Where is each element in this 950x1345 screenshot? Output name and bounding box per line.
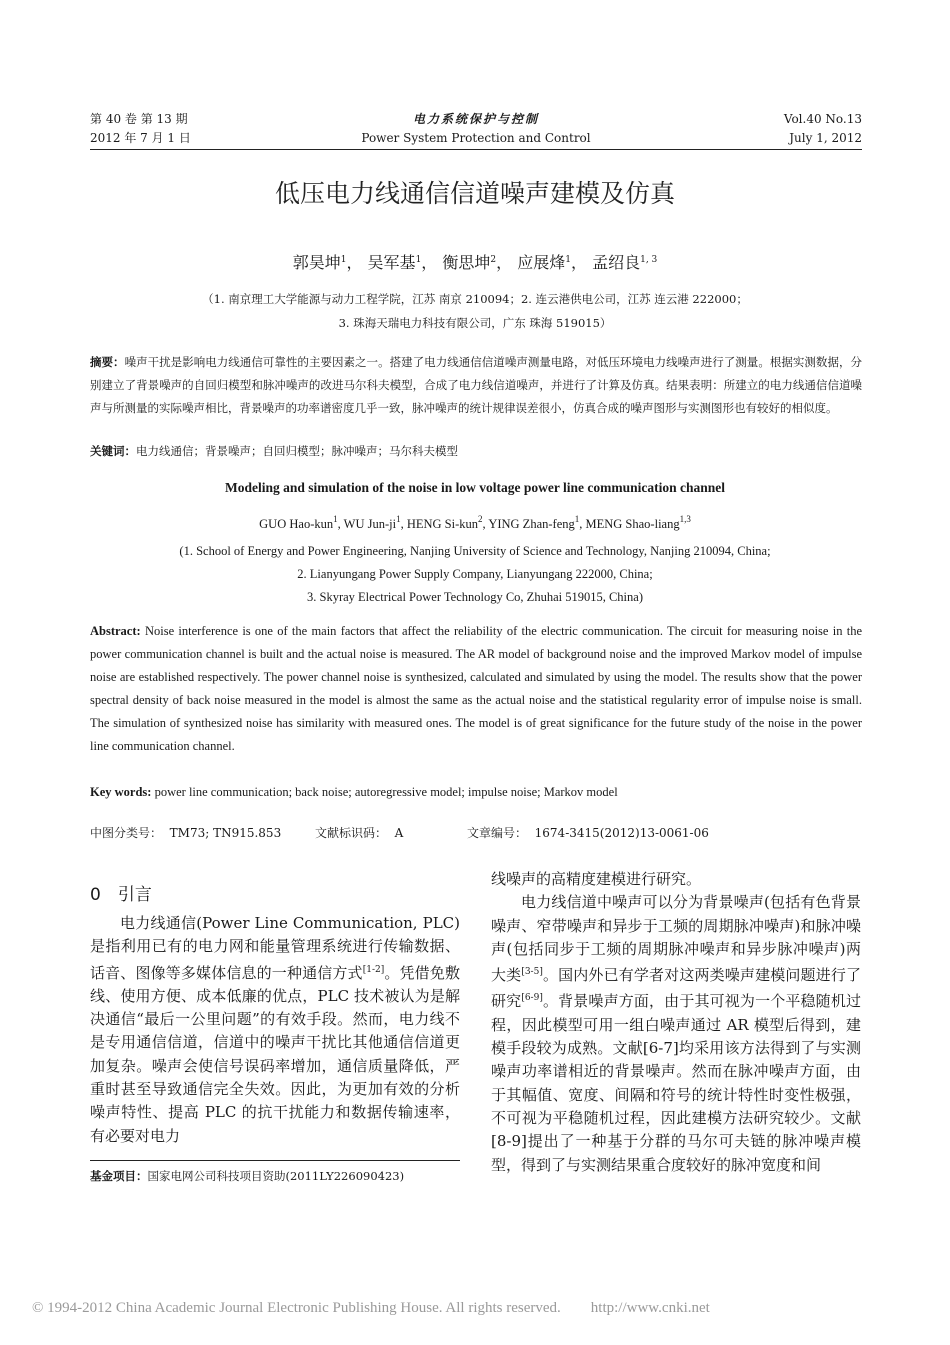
running-header (90, 108, 862, 150)
abstract-cn: 摘要：噪声干扰是影响电力线通信可靠性的主要因素之一。搭建了电力线通信信道噪声测量电路，对低压环境电力线噪声进行了测量。根据实测数据，分别建立了背景噪声的自回归模型和脉冲噪声的改进马尔科夫模型，合成了电力线信道噪声，并进行了计算及仿真。结果表明：所建立的电力线通信信道噪声与所测量的实际噪声相比，背景噪声的功率谱密度几乎一致，脉冲噪声的统计规律误差很小，仿真合成的噪声图形与实测图形也有较好的相似度。 (90, 355, 863, 415)
paper-title-en: Modeling and simulation of the noise in low voltage power line communication channel (224, 480, 726, 495)
copyright-footer: © 1994-2012 China Academic Journal Electronic Publishing House. All rights reserved. http://www.cnki.net (32, 1300, 710, 1316)
author-list: 郭昊坤$^1$， 吴军基$^1$， 衡思坤$^2$， 应展烽$^1$， 孟绍良$^{1, 3}$ (292, 253, 658, 272)
author-list-en: GUO Hao-kun$^1$, WU Jun-$ji^1$, HENG Si-kun$^2$, YING Zhan-feng$^1$, MENG Shao-liang$^{1,3}$ (259, 514, 691, 531)
document-code: 文献标识码： A (315, 826, 404, 840)
paragraph: 电力线信道中噪声可以分为背景噪声(包括有色背景噪声、窄带噪声和异步于工频的周期脉冲噪声)和脉冲噪声(包括同步于工频的周期脉冲噪声和异步脉冲噪声)两大类[3-5]。国内外已有学者对这两类噪声建模问题进行了研究[6-9]。背景噪声方面，由于其可视为一个平稳随机过程，因此模型可用一组白噪声通过 AR 模型后得到，建模手段较为成熟。文献[6-7]均采用该方法得到了与实测噪声功率谱相近的背景噪声。然而在脉冲噪声方面，由于其幅值、宽度、间隔和符号的统计特性时变性极强，不可视为平稳随机过程，因此建模方法研究较少。文献[8-9]提出了一种基于分群的马尔可夫链的脉冲噪声模型，得到了与实测结果重合度较好的脉冲宽度和间 (491, 893, 861, 1174)
funding-footnote: 基金项目：国家电网公司科技项目资助(2011LY226090423) (90, 1169, 405, 1183)
clc-number: 中图分类号： TM73; TN915.853 (90, 826, 282, 840)
article-number: 文章编号： 1674-3415(2012)13-0061-06 (467, 826, 709, 840)
keywords-en: Key words: power line communication; back noise; autoregressive model; impulse noise; Markov model (90, 785, 618, 799)
paper-title: 低压电力线通信信道噪声建模及仿真 (274, 179, 675, 208)
header-issue: 第 40 卷 第 13 期 2012 年 7 月 1 日 (90, 112, 191, 145)
abstract-en: Abstract: Noise interference is one of the main factors that affect the reliability of the electric communication. The circuit for measuring noise in the power communication channel is built and the actual noise is measured. The AR model of background noise and the improved Markov model of impulse noise are established respectively. The power channel noise is synthesized, calculated and simulated by using the model. The results show that the power spectral density of back noise measured in the model is almost the same as the actual noise and the statistical regularity error of impulse noise is small. The simulation of synthesized noise has similarity with measured ones. The model is of great significance for the future study of the noise in the power line communication channel. (90, 624, 862, 753)
paragraph: 电力线通信(Power Line Communication, PLC)是指利用已有的电力网和能量管理系统进行传输数据、话音、图像等多媒体信息的一种通信方式[1-2]。凭借免敷线、使用方便、成本低廉的优点，PLC 技术被认为是解决通信“最后一公里问题”的有效手段。然而，电力线不是专用通信信道，信道中的噪声干扰比其他通信信道更加复杂。噪声会使信号误码率增加，通信质量降低，严重时甚至导致通信完全失效。因此，为更加有效的分析噪声特性、提高 PLC 的抗干扰能力和数据传输速率，有必要对电力 (90, 914, 460, 1145)
footnote-divider (90, 1160, 460, 1161)
keywords-cn: 关键词：电力线通信；背景噪声；自回归模型；脉冲噪声；马尔科夫模型 (90, 444, 458, 458)
section-heading-introduction: 0 引言 (90, 885, 152, 905)
body-column-left (90, 912, 460, 1148)
header-journal: 电力系统保护与控制 Power System Protection and Control (361, 112, 591, 145)
header-volume: Vol.40 No.13 July 1, 2012 (783, 112, 862, 145)
affiliations-en: (1. School of Energy and Power Engineering, Nanjing University of Science and Technology, Nanjing 210094, China; 2. Lianyungang Power Supply Company, Lianyungang 222000, China; 3. Skyray Electrical Power Technology Co, Zhuhai 519015, China) (179, 544, 771, 604)
affiliations: （1. 南京理工大学能源与动力工程学院，江苏 南京 210094；2. 连云港供电公司，江苏 连云港 222000； 3. 珠海天瑞电力科技有限公司，广东 珠海 519015） (202, 292, 748, 330)
body-column-right: 线噪声的高精度建模进行研究。 电力线信道中噪声可以分为背景噪声(包括有色背景噪声、窄带噪声和异步于工频的周期脉冲噪声)和脉冲噪声(包括同步于工频的周期脉冲噪声和异步脉冲噪声)两大类[3-5]。国内外已有学者对这两类噪声建模问题进行了研究[6-9]。背景噪声方面，由于其可视为一个平稳随机过程，因此模型可用一组白噪声通过 AR 模型后得到，建模手段较为成熟。文献[6-7]均采用该方法得到了与实测噪声功率谱相近的背景噪声。然而在脉冲噪声方面，由于其幅值、宽度、间隔和符号的统计特性时变性极强，不可视为平稳随机过程，因此建模方法研究较少。文献[8-9]提出了一种基于分群的马尔可夫链的脉冲噪声模型，得到了与实测结果重合度较好的脉冲宽度和间 (491, 868, 861, 1177)
